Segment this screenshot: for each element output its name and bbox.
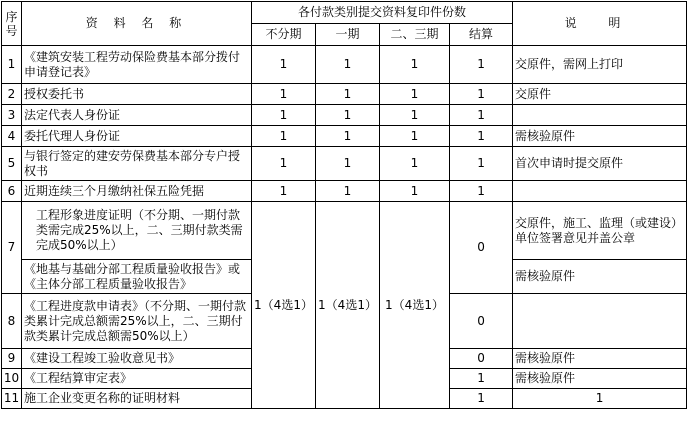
row-number: 3 [2, 105, 22, 126]
note-cell: 需核验原件 [513, 369, 687, 389]
note-cell [513, 181, 687, 202]
table-row [2, 181, 687, 202]
count-cell: 1 [450, 389, 513, 409]
note-cell: 交原件，施工、监理（或建设）单位签署意见并盖公章 [513, 202, 687, 260]
row-number: 5 [2, 147, 22, 181]
count-cell: 1 [316, 147, 380, 181]
count-cell: 1 [252, 46, 316, 84]
table-row [2, 105, 687, 126]
count-cell: 1 [450, 84, 513, 105]
row-number: 10 [2, 369, 22, 389]
col-header-settlement: 结算 [450, 24, 513, 46]
count-cell: 1 [380, 84, 450, 105]
header-row-1 [2, 2, 687, 24]
count-cell: 1 [252, 147, 316, 181]
count-cell: 1 [252, 126, 316, 147]
material-name: 《工程进度款申请表》（不分期、一期付款类累计完成总额需25%以上，二、三期付款类累计完成总额需50%以上） [22, 294, 252, 349]
seq-header-label: 序号 [5, 9, 18, 38]
note-cell: 需核验原件 [513, 349, 687, 369]
material-name: 委托代理人身份证 [22, 126, 252, 147]
count-cell: 1 [252, 105, 316, 126]
material-name: 近期连续三个月缴纳社保五险凭据 [22, 181, 252, 202]
count-cell: 1 [252, 84, 316, 105]
col-header-phase-1: 一期 [316, 24, 380, 46]
choice-cell-no-installment: 1（4选1） [252, 202, 316, 409]
col-header-phase-2-3: 二、三期 [380, 24, 450, 46]
count-cell: 1 [450, 147, 513, 181]
count-cell: 1 [450, 126, 513, 147]
note-cell [513, 294, 687, 349]
count-cell: 1 [380, 105, 450, 126]
settlement-cell: 1 [450, 369, 513, 389]
note-cell: 交原件 [513, 84, 687, 105]
note-cell: 需核验原件 [513, 260, 687, 294]
settlement-cell: 0 [450, 202, 513, 294]
row-number: 6 [2, 181, 22, 202]
count-cell: 1 [316, 126, 380, 147]
note-header: 说 明 [513, 2, 687, 46]
count-cell: 1 [252, 181, 316, 202]
material-name: 授权委托书 [22, 84, 252, 105]
row-number: 1 [2, 46, 22, 84]
settlement-cell: 0 [450, 294, 513, 349]
settlement-cell: 0 [450, 349, 513, 369]
count-cell: 1 [450, 105, 513, 126]
row-number: 7 [2, 202, 22, 294]
count-cell: 1 [316, 84, 380, 105]
seq-header [2, 2, 22, 46]
count-cell: 1 [316, 46, 380, 84]
row-number: 11 [2, 389, 22, 409]
count-cell: 1 [380, 147, 450, 181]
material-name: 《建设工程竣工验收意见书》 [22, 349, 252, 369]
choice-cell-phase-2-3: 1（4选1） [380, 202, 450, 409]
material-name: 法定代表人身份证 [22, 105, 252, 126]
note-cell [513, 105, 687, 126]
note-cell: 首次申请时提交原件 [513, 147, 687, 181]
name-header: 资 料 名 称 [22, 2, 252, 46]
material-name: 工程形象进度证明（不分期、一期付款类需完成25%以上，二、三期付款类需完成50%以上） [22, 202, 252, 260]
col-header-no-installment: 不分期 [252, 24, 316, 46]
material-name: 《地基与基础分部工程质量验收报告》或《主体分部工程质量验收报告》 [22, 260, 252, 294]
row-number: 9 [2, 349, 22, 369]
row-number: 4 [2, 126, 22, 147]
submission-materials-table [1, 1, 687, 409]
table-row [2, 84, 687, 105]
material-name: 《工程结算审定表》 [22, 369, 252, 389]
material-name: 与银行签定的建安劳保费基本部分专户授权书 [22, 147, 252, 181]
table-row [2, 126, 687, 147]
count-cell: 1 [380, 126, 450, 147]
count-cell: 1 [450, 181, 513, 202]
table-row [2, 46, 687, 84]
choice-cell-phase-1: 1（4选1） [316, 202, 380, 409]
note-cell: 交原件，需网上打印 [513, 46, 687, 84]
document-table-container [1, 1, 686, 418]
row-number: 2 [2, 84, 22, 105]
group-header: 各付款类别提交资料复印件份数 [252, 2, 513, 24]
count-cell: 1 [450, 46, 513, 84]
count-cell: 1 [316, 181, 380, 202]
note-cell: 需核验原件 [513, 126, 687, 147]
count-cell: 1 [316, 105, 380, 126]
row-number: 8 [2, 294, 22, 349]
count-cell: 1 [380, 46, 450, 84]
material-name: 《建筑安装工程劳动保险费基本部分拨付申请登记表》 [22, 46, 252, 84]
table-row [2, 147, 687, 181]
count-cell: 1 [513, 389, 687, 409]
table-row [2, 202, 687, 260]
count-cell: 1 [380, 181, 450, 202]
material-name: 施工企业变更名称的证明材料 [22, 389, 252, 409]
